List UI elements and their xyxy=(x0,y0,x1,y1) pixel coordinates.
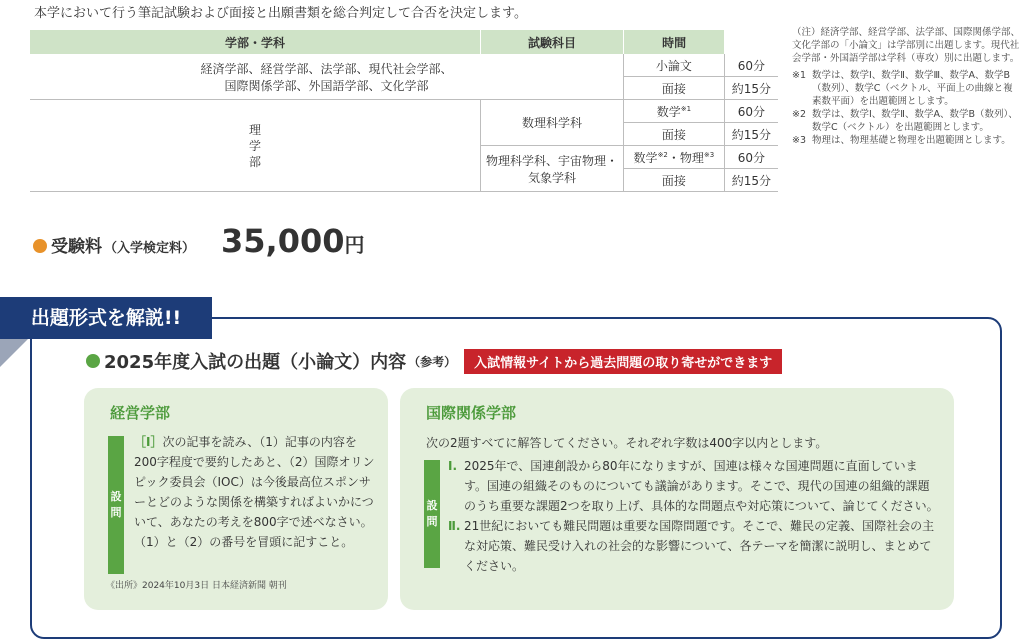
orange-bullet-icon xyxy=(33,239,47,253)
col-header-dept: 学部・学科 xyxy=(30,30,481,54)
table-row xyxy=(30,100,778,123)
label-char: 問 xyxy=(426,515,438,528)
notes xyxy=(792,26,1020,147)
question-number: Ⅱ. xyxy=(448,519,461,533)
footnote-mark: ※3 xyxy=(703,150,715,159)
fee-yen: 円 xyxy=(344,233,365,257)
time-cell: 60分 xyxy=(724,100,778,123)
exam-table xyxy=(30,30,778,192)
note-3 xyxy=(792,134,1020,147)
note-key: ※3 xyxy=(792,135,807,146)
faculty-char: 学 xyxy=(248,138,261,153)
faculty-of-science-cell xyxy=(30,100,481,192)
section-tab: 出題形式を解説!! xyxy=(0,297,212,339)
list-item xyxy=(448,516,940,576)
dept-cell: 数理科学科 xyxy=(481,100,624,146)
question-number: Ⅰ. xyxy=(448,459,458,473)
subject-text: 数学 xyxy=(633,150,658,165)
table-row xyxy=(30,54,778,77)
question-label xyxy=(424,460,440,568)
time-cell: 60分 xyxy=(724,146,778,169)
dept-cell: 物理科学科、宇宙物理・気象学科 xyxy=(481,146,624,192)
dept-cell xyxy=(30,54,624,100)
time-cell: 約15分 xyxy=(724,77,778,100)
panel-title: 国際関係学部 xyxy=(426,404,517,422)
footnote-mark: ※2 xyxy=(657,150,668,159)
note-text: 数学は、数学Ⅰ、数学Ⅱ、数学A、数学B（数列）、数学C（ベクトル）を出題範囲とします。 xyxy=(812,109,1018,133)
dept-line: 国際関係学部、外国語学部、文化学部 xyxy=(224,78,429,93)
subject-text: 数学 xyxy=(656,104,681,119)
question-list xyxy=(448,456,940,576)
fee-label: 受験料 xyxy=(51,237,102,257)
green-bullet-icon xyxy=(86,354,100,368)
tab-fold-decoration xyxy=(0,339,28,367)
note-key: ※2 xyxy=(792,109,807,120)
past-exam-notice: 入試情報サイトから過去問題の取り寄せができます xyxy=(464,349,782,374)
heading-ref: （参考） xyxy=(408,354,457,369)
intro-text: 本学において行う筆記試験および面接と出願書類を総合判定して合否を決定します。 xyxy=(34,6,527,21)
fee-sub: （入学検定料） xyxy=(104,241,196,256)
faculty-char: 部 xyxy=(248,154,261,169)
subject-cell xyxy=(624,146,725,169)
table-header-row xyxy=(30,30,778,54)
note-text: 数学は、数学Ⅰ、数学Ⅱ、数学Ⅲ、数学A、数学B（数列）、数学C（ベクトル、平面上の曲線と複素数平面）を出題範囲とします。 xyxy=(812,70,1013,107)
list-item xyxy=(448,456,940,516)
note-main: （注）経済学部、経営学部、法学部、国際関係学部、文化学部の「小論文」は学部別に出題します。現代社会学部・外国語学部は学科（専攻）別に出題します。 xyxy=(792,27,1020,64)
note-1 xyxy=(792,69,1020,108)
subject-cell xyxy=(624,100,725,123)
fee-row xyxy=(33,222,365,260)
panel-business xyxy=(84,388,388,610)
fee-amount: 35,000 xyxy=(221,222,345,260)
col-header-subject: 試験科目 xyxy=(481,30,624,54)
subject-cell: 面接 xyxy=(624,77,725,100)
question-marker: ［Ⅰ］ xyxy=(134,435,163,449)
dept-line: 経済学部、経営学部、法学部、現代社会学部、 xyxy=(200,61,453,76)
panel-intro: 次の2題すべてに解答してください。それぞれ字数は400字以内とします。 xyxy=(426,436,828,450)
label-char: 設 xyxy=(426,499,438,512)
note-2 xyxy=(792,108,1020,134)
faculty-char: 理 xyxy=(248,122,261,137)
subject-text: ・物理 xyxy=(667,150,704,165)
time-cell: 60分 xyxy=(724,54,778,77)
label-char: 問 xyxy=(110,506,122,519)
source-note: 《出所》2024年10月3日 日本経済新聞 朝刊 xyxy=(106,581,287,591)
question-body: 21世紀においても難民問題は重要な国際問題です。そこで、難民の定義、国際社会の主な対応策、難民受け入れの社会的な影響について、各テーマを簡潔に説明し、まとめてください。 xyxy=(464,519,935,573)
time-cell: 約15分 xyxy=(724,123,778,146)
question-body: 次の記事を読み、（1）記事の内容を200字程度で要約したあと、（2）国際オリンピック委員会（IOC）は今後最高位スポンサーとどのような関係を構築すればよいかについて、あなたの考えを800字で述べなさい。（1）と（2）の番号を冒頭に記すこと。 xyxy=(134,435,375,549)
section-heading xyxy=(86,348,782,374)
col-header-time: 時間 xyxy=(624,30,725,54)
subject-cell: 小論文 xyxy=(624,54,725,77)
question-body: 2025年で、国連創設から80年になりますが、国連は様々な国連問題に直面しています。国連の組織そのものについても議論があります。そこで、現代の国連の組織的課題のうち重要な課題2つを取り上げ、具体的な問題点や対応策について、論じてください。 xyxy=(464,459,939,513)
subject-cell: 面接 xyxy=(624,169,725,192)
label-char: 設 xyxy=(110,490,122,503)
question-label xyxy=(108,436,124,574)
time-cell: 約15分 xyxy=(724,169,778,192)
note-text: 物理は、物理基礎と物理を出題範囲とします。 xyxy=(812,135,1011,146)
question-text xyxy=(134,432,378,552)
panel-title: 経営学部 xyxy=(110,404,171,422)
footnote-mark: ※1 xyxy=(680,104,692,113)
heading-text: 2025年度入試の出題（小論文）内容 xyxy=(104,352,407,373)
note-key: ※1 xyxy=(792,70,807,81)
panel-intl-relations xyxy=(400,388,954,610)
subject-cell: 面接 xyxy=(624,123,725,146)
